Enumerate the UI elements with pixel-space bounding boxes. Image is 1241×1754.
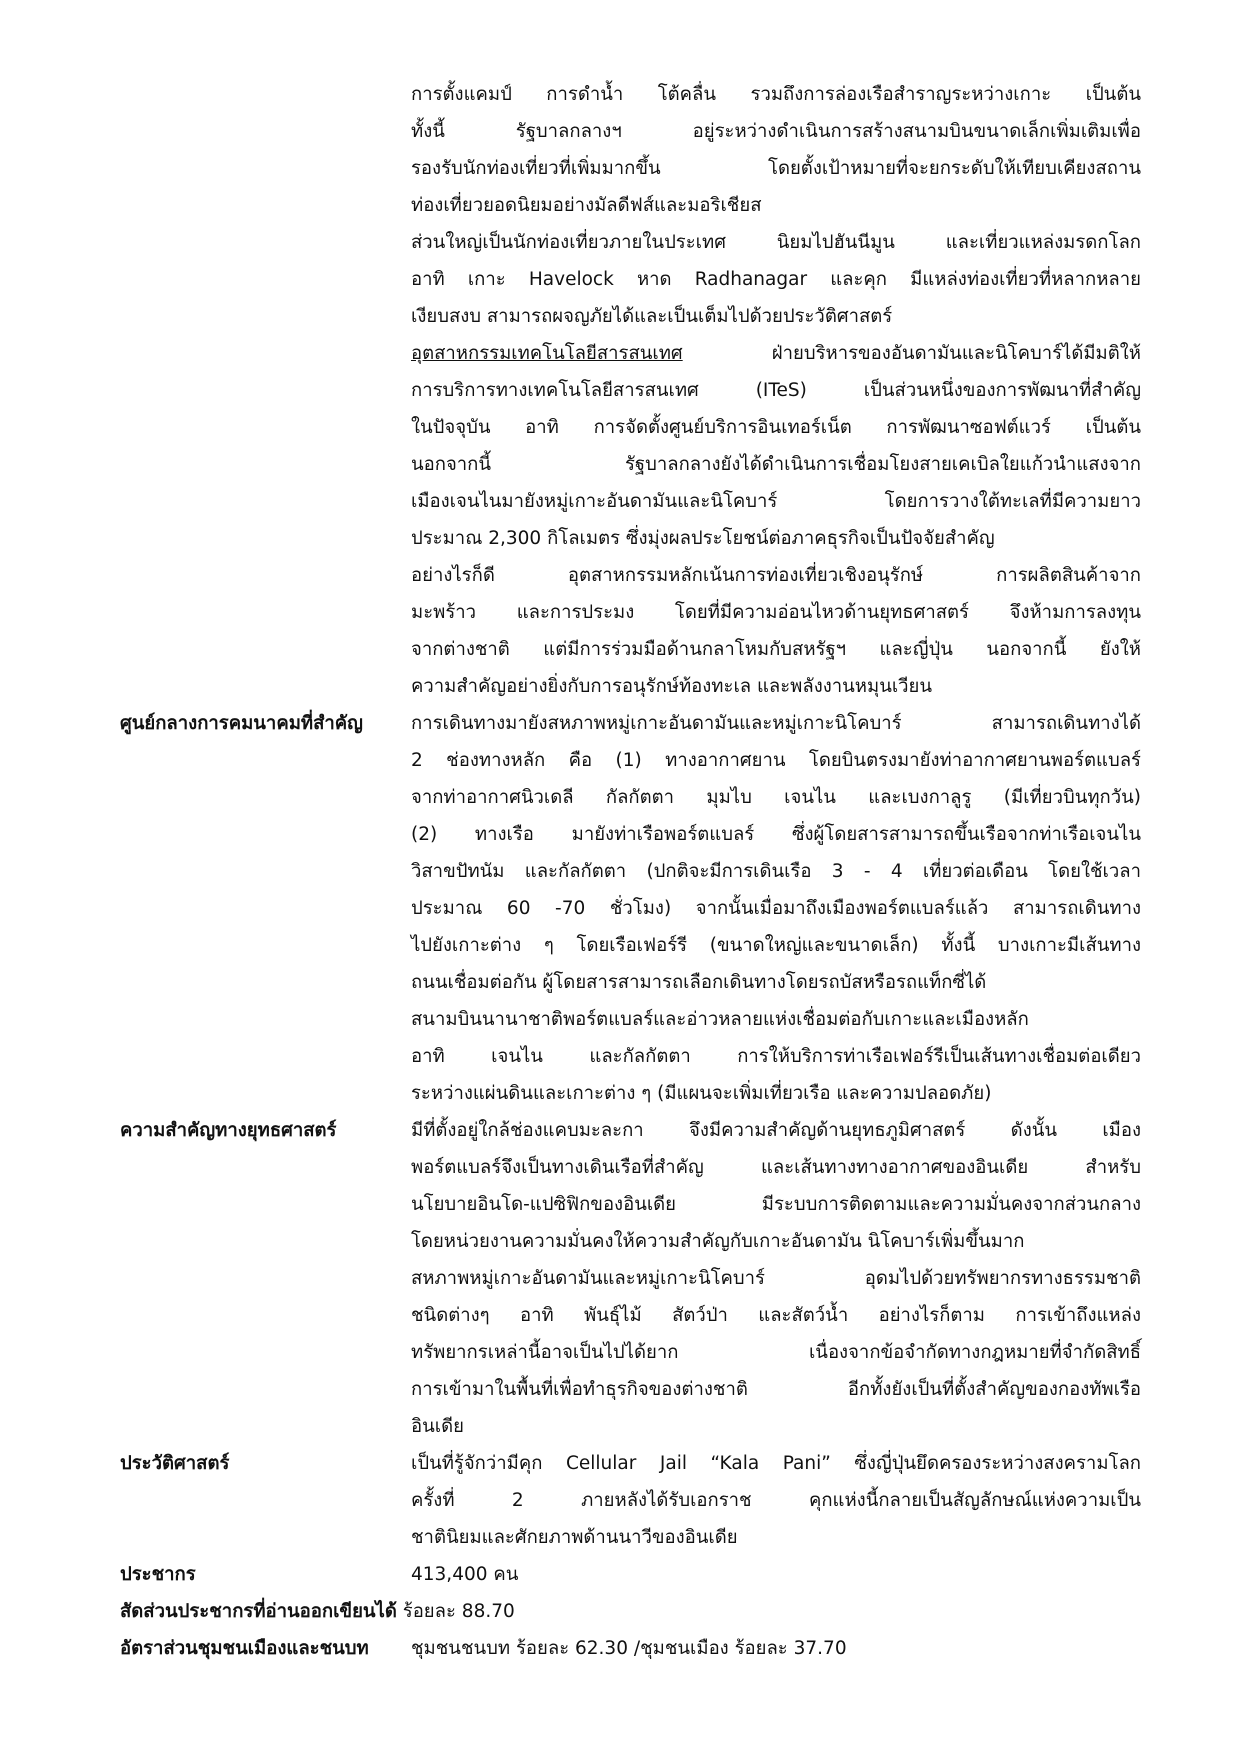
text-line: ชนิดต่างๆ อาทิ พันธุ์ไม้ สัตว์ป่า และสัตว์น้ำ อย่างไรก็ตาม การเข้าถึงแหล่ง [411,1305,1141,1326]
text-line: การตั้งแคมป์ การดำน้ำ โต้คลื่น รวมถึงการล่องเรือสำราญระหว่างเกาะ เป็นต้น [411,84,1141,105]
urban-rural-value: ชุมชนชนบท ร้อยละ 62.30 /ชุมชนเมือง ร้อยละ 37.70 [411,1638,847,1659]
literacy-value: ร้อยละ 88.70 [396,1601,515,1622]
text-line: ส่วนใหญ่เป็นนักท่องเที่ยวภายในประเทศ นิยมไปฮันนีมูน และเที่ยวแหล่งมรดกโลก [411,232,1141,253]
text-line: จากต่างชาติ แต่มีการร่วมมือด้านกลาโหมกับสหรัฐฯ และญี่ปุ่น นอกจากนี้ ยังให้ [411,639,1141,660]
text-line: นโยบายอินโด-แปซิฟิกของอินเดีย มีระบบการติดตามและความมั่นคงจากส่วนกลาง [411,1194,1141,1215]
text-line: โดยหน่วยงานความมั่นคงให้ความสำคัญกับเกาะอันดามัน นิโคบาร์เพิ่มขึ้นมาก [411,1231,1025,1252]
transport-label: ศูนย์กลางการคมนาคมที่สำคัญ [120,713,363,734]
urban-rural-label: อัตราส่วนชุมชนเมืองและชนบท [120,1638,369,1659]
text-line: อย่างไรก็ดี อุตสาหกรรมหลักเน้นการท่องเที่ยวเชิงอนุรักษ์ การผลิตสินค้าจาก [411,565,1141,586]
text-line: ท่องเที่ยวยอดนิยมอย่างมัลดีฟส์และมอริเชียส [411,195,762,216]
text-line: ถนนเชื่อมต่อกัน ผู้โดยสารสามารถเลือกเดินทางโดยรถบัสหรือรถแท็กซี่ได้ [411,972,987,993]
text-line: ในปัจจุบัน อาทิ การจัดตั้งศูนย์บริการอินเทอร์เน็ต การพัฒนาซอฟต์แวร์ เป็นต้น [411,417,1141,438]
text-line: ครั้งที่ 2 ภายหลังได้รับเอกราช คุกแห่งนี้กลายเป็นสัญลักษณ์แห่งความเป็น [411,1490,1141,1511]
industry-paragraph [411,557,1141,705]
population-value: 413,400 คน [411,1564,519,1585]
text-line: เมืองเจนไนมายังหมู่เกาะอันดามันและนิโคบาร์ โดยการวางใต้ทะเลที่มีความยาว [411,491,1141,512]
text-line: ชาตินิยมและศักยภาพด้านนาวีของอินเดีย [411,1527,738,1548]
text-line: วิสาขปัทนัม และกัลกัตตา (ปกติจะมีการเดินเรือ 3 - 4 เที่ยวต่อเดือน โดยใช้เวลา [411,861,1141,882]
text-line: จากท่าอากาศนิวเดลี กัลกัตตา มุมไบ เจนไน และเบงกาลูรู (มีเที่ยวบินทุกวัน) [411,787,1141,808]
text-line: การเข้ามาในพื้นที่เพื่อทำธุรกิจของต่างชาติ อีกทั้งยังเป็นที่ตั้งสำคัญของกองทัพเรือ [411,1379,1141,1400]
text-line: สนามบินนานาชาติพอร์ตแบลร์และอ่าวหลายแห่งเชื่อมต่อกับเกาะและเมืองหลัก [411,1009,1029,1030]
text-line: มะพร้าว และการประมง โดยที่มีความอ่อนไหวด้านยุทธศาสตร์ จึงห้ามการลงทุน [411,602,1141,623]
text-line: เป็นที่รู้จักว่ามีคุก Cellular Jail “Kala Pani” ซึ่งญี่ปุ่นยึดครองระหว่างสงครามโลก [411,1453,1141,1474]
text-line: ประมาณ 60 -70 ชั่วโมง) จากนั้นเมื่อมาถึงเมืองพอร์ตแบลร์แล้ว สามารถเดินทาง [411,898,1141,919]
text-line [411,335,1141,372]
text-line: 2 ช่องทางหลัก คือ (1) ทางอากาศยาน โดยบินตรงมายังท่าอากาศยานพอร์ตแบลร์ [411,750,1141,771]
text-line: เงียบสงบ สามารถผจญภัยได้และเป็นเต็มไปด้วยประวัติศาสตร์ [411,306,893,327]
text-line: การบริการทางเทคโนโลยีสารสนเทศ (ITeS) เป็นส่วนหนึ่งของการพัฒนาที่สำคัญ [411,380,1141,401]
text-line: (2) ทางเรือ มายังท่าเรือพอร์ตแบลร์ ซึ่งผู้โดยสารสามารถขึ้นเรือจากท่าเรือเจนไน [411,824,1141,845]
text-line: ทั้งนี้ รัฐบาลกลางฯ อยู่ระหว่างดำเนินการสร้างสนามบินขนาดเล็กเพิ่มเติมเพื่อ [411,121,1141,142]
strategic-label: ความสำคัญทางยุทธศาสตร์ [120,1120,337,1141]
transport-text [411,705,1141,1112]
it-industry-paragraph [411,335,1141,557]
history-text [411,1445,1141,1556]
text-line: ความสำคัญอย่างยิ่งกับการอนุรักษ์ท้องทะเล และพลังงานหมุนเวียน [411,676,933,697]
it-industry-heading: อุตสาหกรรมเทคโนโลยีสารสนเทศ [411,343,683,364]
strategic-text [411,1112,1141,1445]
text-line: อาทิ เกาะ Havelock หาด Radhanagar และคุก มีแหล่งท่องเที่ยวที่หลากหลาย [411,269,1141,290]
population-label: ประชากร [120,1564,196,1585]
urban-rural-value-wrap [411,1630,1141,1667]
population-value-wrap [411,1556,1141,1593]
text-line: ทรัพยากรเหล่านี้อาจเป็นไปได้ยาก เนื่องจากข้อจำกัดทางกฎหมายที่จำกัดสิทธิ์ [411,1342,1141,1363]
text-line: ประมาณ 2,300 กิโลเมตร ซึ่งมุ่งผลประโยชน์ต่อภาคธุรกิจเป็นปัจจัยสำคัญ [411,528,995,549]
text-line: ไปยังเกาะต่าง ๆ โดยเรือเฟอร์รี (ขนาดใหญ่และขนาดเล็ก) ทั้งนี้ บางเกาะมีเส้นทาง [411,935,1141,956]
history-label: ประวัติศาสตร์ [120,1453,230,1474]
text-fragment: ฝ่ายบริหารของอันดามันและนิโคบาร์ได้มีมติให้ [682,343,1141,364]
literacy-label: สัดส่วนประชากรที่อ่านออกเขียนได้ [120,1601,397,1622]
text-line: การเดินทางมายังสหภาพหมู่เกาะอันดามันและหมู่เกาะนิโคบาร์ สามารถเดินทางได้ [411,713,1141,734]
text-line: พอร์ตแบลร์จึงเป็นทางเดินเรือที่สำคัญ และเส้นทางทางอากาศของอินเดีย สำหรับ [411,1157,1141,1178]
text-line: อาทิ เจนไน และกัลกัตตา การให้บริการท่าเรือเฟอร์รีเป็นเส้นทางเชื่อมต่อเดียว [411,1046,1141,1067]
text-line: มีที่ตั้งอยู่ใกล้ช่องแคบมะละกา จึงมีความสำคัญด้านยุทธภูมิศาสตร์ ดังนั้น เมือง [411,1120,1141,1141]
literacy-row [120,1593,515,1630]
text-line: ระหว่างแผ่นดินและเกาะต่าง ๆ (มีแผนจะเพิ่มเที่ยวเรือ และความปลอดภัย) [411,1083,992,1104]
text-line: สหภาพหมู่เกาะอันดามันและหมู่เกาะนิโคบาร์ อุดมไปด้วยทรัพยากรทางธรรมชาติ [411,1268,1141,1289]
text-line: อินเดีย [411,1416,464,1437]
tourism-paragraph-1 [411,76,1141,224]
text-line: รองรับนักท่องเที่ยวที่เพิ่มมากขึ้น โดยตั้งเป้าหมายที่จะยกระดับให้เทียบเคียงสถาน [411,158,1141,179]
tourism-paragraph-2 [411,224,1141,335]
text-line: นอกจากนี้ รัฐบาลกลางยังได้ดำเนินการเชื่อมโยงสายเคเบิลใยแก้วนำแสงจาก [411,454,1141,475]
